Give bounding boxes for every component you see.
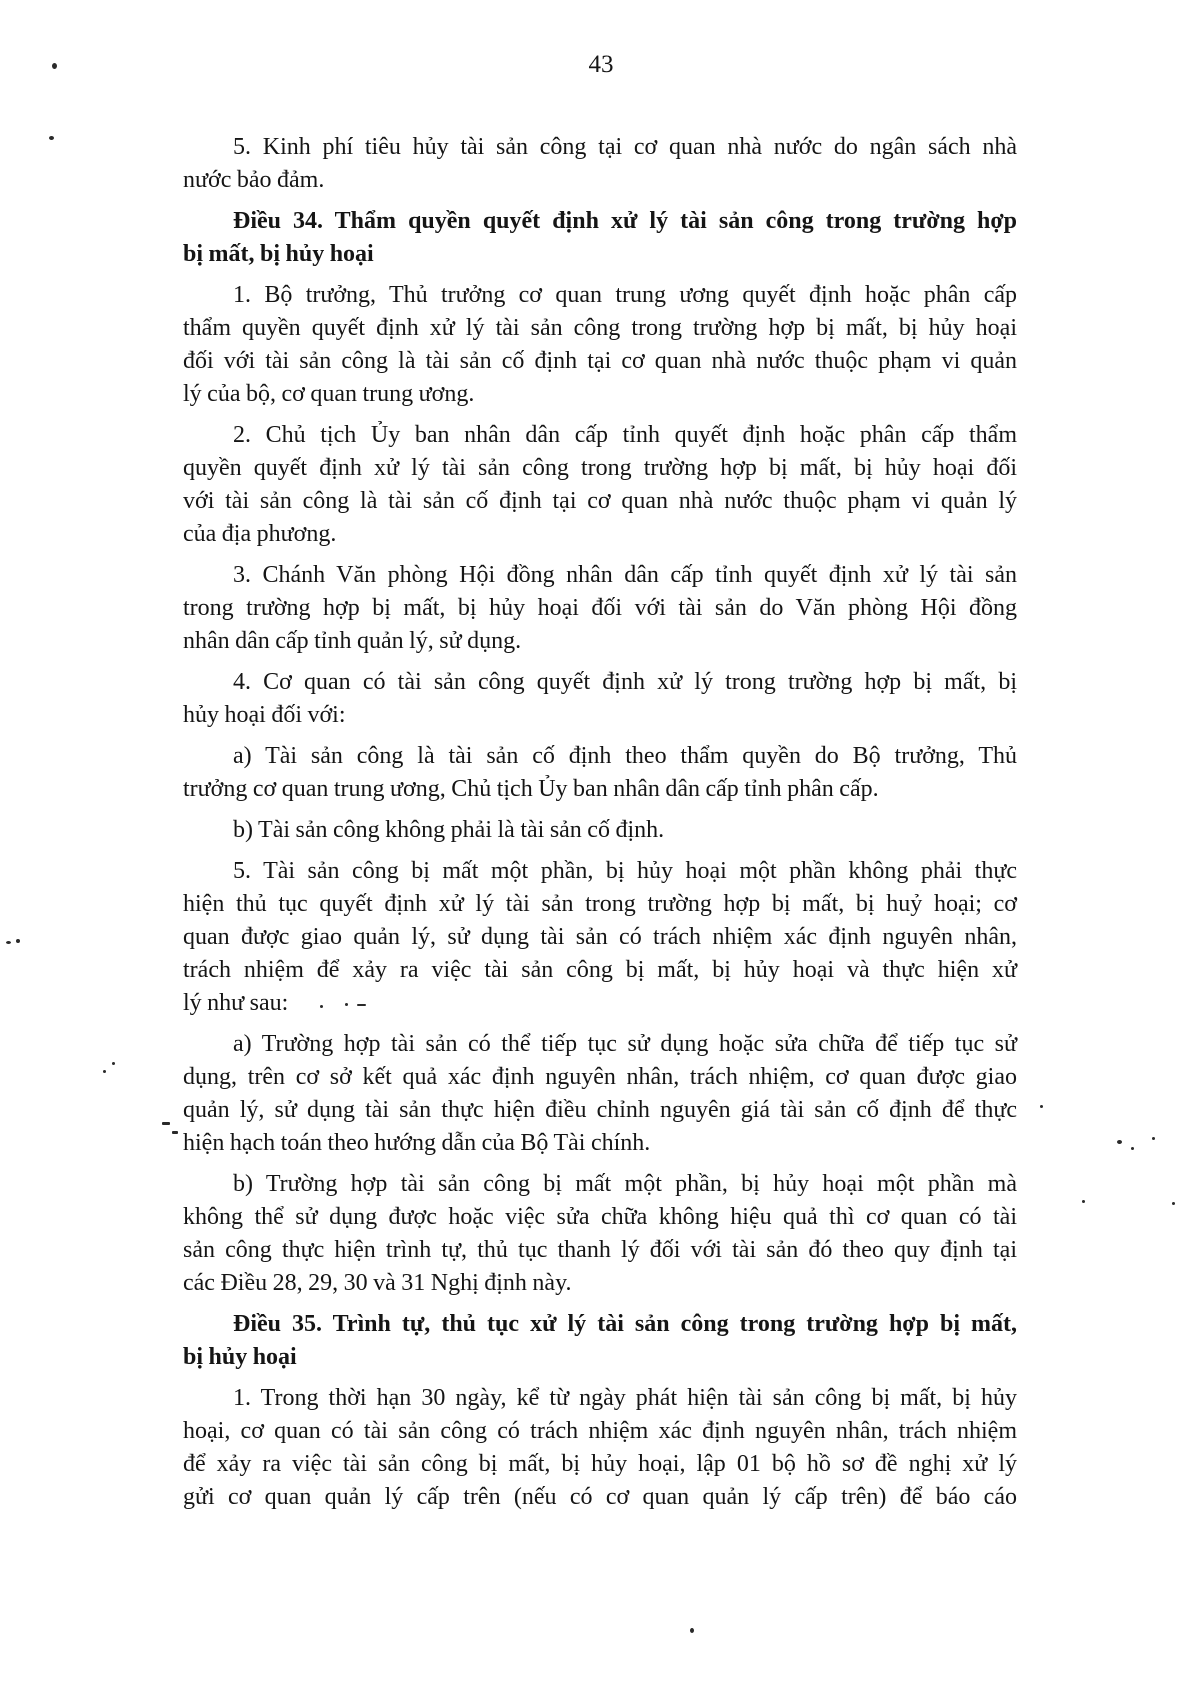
text-line: gửi cơ quan quản lý cấp trên (nếu có cơ quan quản lý cấp trên) để báo cáo <box>183 1484 1017 1510</box>
text-line: lý của bộ, cơ quan trung ương. <box>183 381 475 407</box>
scan-speck <box>103 1070 106 1073</box>
text-line: bị mất, bị hủy hoại <box>183 241 374 267</box>
text-line: 4. Cơ quan có tài sản công quyết định xử lý trong trường hợp bị mất, bị <box>233 669 1017 695</box>
scan-speck <box>1152 1137 1155 1140</box>
text-line: quan được giao quản lý, sử dụng tài sản có trách nhiệm xác định nguyên nhân, <box>183 924 1017 950</box>
text-line: quản lý, sử dụng tài sản thực hiện điều chỉnh nguyên giá tài sản cố định để thực <box>183 1097 1017 1123</box>
text-line: quyền quyết định xử lý tài sản công trong trường hợp bị mất, bị hủy hoại đối <box>183 455 1017 481</box>
text-line: sản công thực hiện trình tự, thủ tục thanh lý đối với tài sản đó theo quy định tại <box>183 1237 1017 1263</box>
text-line: 1. Bộ trưởng, Thủ trưởng cơ quan trung ương quyết định hoặc phân cấp <box>233 282 1017 308</box>
scan-speck <box>162 1122 170 1125</box>
text-line: của địa phương. <box>183 521 337 547</box>
page-number: 43 <box>588 51 614 78</box>
paragraph <box>183 279 1017 411</box>
text-line: hiện hạch toán theo hướng dẫn của Bộ Tài chính. <box>183 1130 651 1156</box>
text-line: để xảy ra việc tài sản công bị mất, bị hủy hoại, lập 01 bộ hồ sơ đề nghị xử lý <box>183 1451 1017 1477</box>
text-line: 3. Chánh Văn phòng Hội đồng nhân dân cấp tỉnh quyết định xử lý tài sản <box>233 562 1017 588</box>
text-line: nước bảo đảm. <box>183 167 325 193</box>
text-column <box>183 131 1017 1522</box>
text-line: 2. Chủ tịch Ủy ban nhân dân cấp tỉnh quyết định hoặc phân cấp thẩm <box>233 422 1017 448</box>
scan-speck <box>1082 1200 1085 1203</box>
text-line: 5. Kinh phí tiêu hủy tài sản công tại cơ quan nhà nước do ngân sách nhà <box>233 134 1017 160</box>
scan-speck <box>52 63 57 69</box>
text-line: bị hủy hoại <box>183 1344 297 1370</box>
text-line: hiện thủ tục quyết định xử lý tài sản trong trường hợp bị mất, bị huỷ hoại; cơ <box>183 891 1017 917</box>
paragraph <box>183 740 1017 806</box>
paragraph <box>183 1382 1017 1514</box>
text-line: hủy hoại đối với: <box>183 702 346 728</box>
scan-speck <box>690 1628 694 1633</box>
text-line: lý như sau: <box>183 990 289 1016</box>
text-line: trưởng cơ quan trung ương, Chủ tịch Ủy ban nhân dân cấp tỉnh phân cấp. <box>183 776 879 802</box>
paragraph <box>183 131 1017 197</box>
article-heading <box>183 205 1017 271</box>
paragraph <box>183 559 1017 658</box>
scan-speck <box>49 136 54 140</box>
text-line: a) Trường hợp tài sản có thể tiếp tục sử dụng hoặc sửa chữa để tiếp tục sử <box>233 1031 1017 1057</box>
paragraph <box>183 419 1017 551</box>
scan-speck <box>1117 1140 1122 1144</box>
text-line: trong trường hợp bị mất, bị hủy hoại đối với tài sản do Văn phòng Hội đồng <box>183 595 1017 621</box>
article-heading <box>183 1308 1017 1374</box>
text-line: b) Trường hợp tài sản công bị mất một phần, bị hủy hoại một phần mà <box>233 1171 1017 1197</box>
scan-speck <box>16 939 20 943</box>
scan-speck <box>357 1004 366 1006</box>
paragraph <box>183 855 1017 1020</box>
scan-speck <box>1040 1105 1043 1108</box>
text-line: Điều 35. Trình tự, thủ tục xử lý tài sản công trong trường hợp bị mất, <box>233 1311 1017 1337</box>
text-line: 5. Tài sản công bị mất một phần, bị hủy hoại một phần không phải thực <box>233 858 1017 884</box>
text-line: đối với tài sản công là tài sản cố định tại cơ quan nhà nước thuộc phạm vi quản <box>183 348 1017 374</box>
text-line: các Điều 28, 29, 30 và 31 Nghị định này. <box>183 1270 572 1296</box>
text-line: dụng, trên cơ sở kết quả xác định nguyên nhân, trách nhiệm, cơ quan được giao <box>183 1064 1017 1090</box>
paragraph <box>183 814 1017 847</box>
text-line: thẩm quyền quyết định xử lý tài sản công trong trường hợp bị mất, bị hủy hoại <box>183 315 1017 341</box>
scan-speck <box>1131 1147 1134 1150</box>
text-line: không thể sử dụng được hoặc việc sửa chữa không hiệu quả thì cơ quan có tài <box>183 1204 1017 1230</box>
paragraph <box>183 666 1017 732</box>
text-line: với tài sản công là tài sản cố định tại cơ quan nhà nước thuộc phạm vi quản lý <box>183 488 1017 514</box>
text-line: Điều 34. Thẩm quyền quyết định xử lý tài sản công trong trường hợp <box>233 208 1017 234</box>
paragraph <box>183 1168 1017 1300</box>
paragraph <box>183 1028 1017 1160</box>
scan-speck <box>6 941 11 944</box>
scan-speck <box>172 1131 178 1134</box>
text-line: a) Tài sản công là tài sản cố định theo thẩm quyền do Bộ trưởng, Thủ <box>233 743 1017 769</box>
text-line: hoại, cơ quan có tài sản công có trách nhiệm xác định nguyên nhân, trách nhiệm <box>183 1418 1017 1444</box>
text-line: b) Tài sản công không phải là tài sản cố định. <box>233 817 665 843</box>
text-line: 1. Trong thời hạn 30 ngày, kể từ ngày phát hiện tài sản công bị mất, bị hủy <box>233 1385 1017 1411</box>
scan-speck <box>345 1003 348 1006</box>
scan-speck <box>112 1062 115 1065</box>
text-line: trách nhiệm để xảy ra việc tài sản công bị mất, bị hủy hoại và thực hiện xử <box>183 957 1017 983</box>
scan-speck <box>1172 1202 1175 1205</box>
scan-speck <box>320 1005 323 1008</box>
text-line: nhân dân cấp tỉnh quản lý, sử dụng. <box>183 628 522 654</box>
